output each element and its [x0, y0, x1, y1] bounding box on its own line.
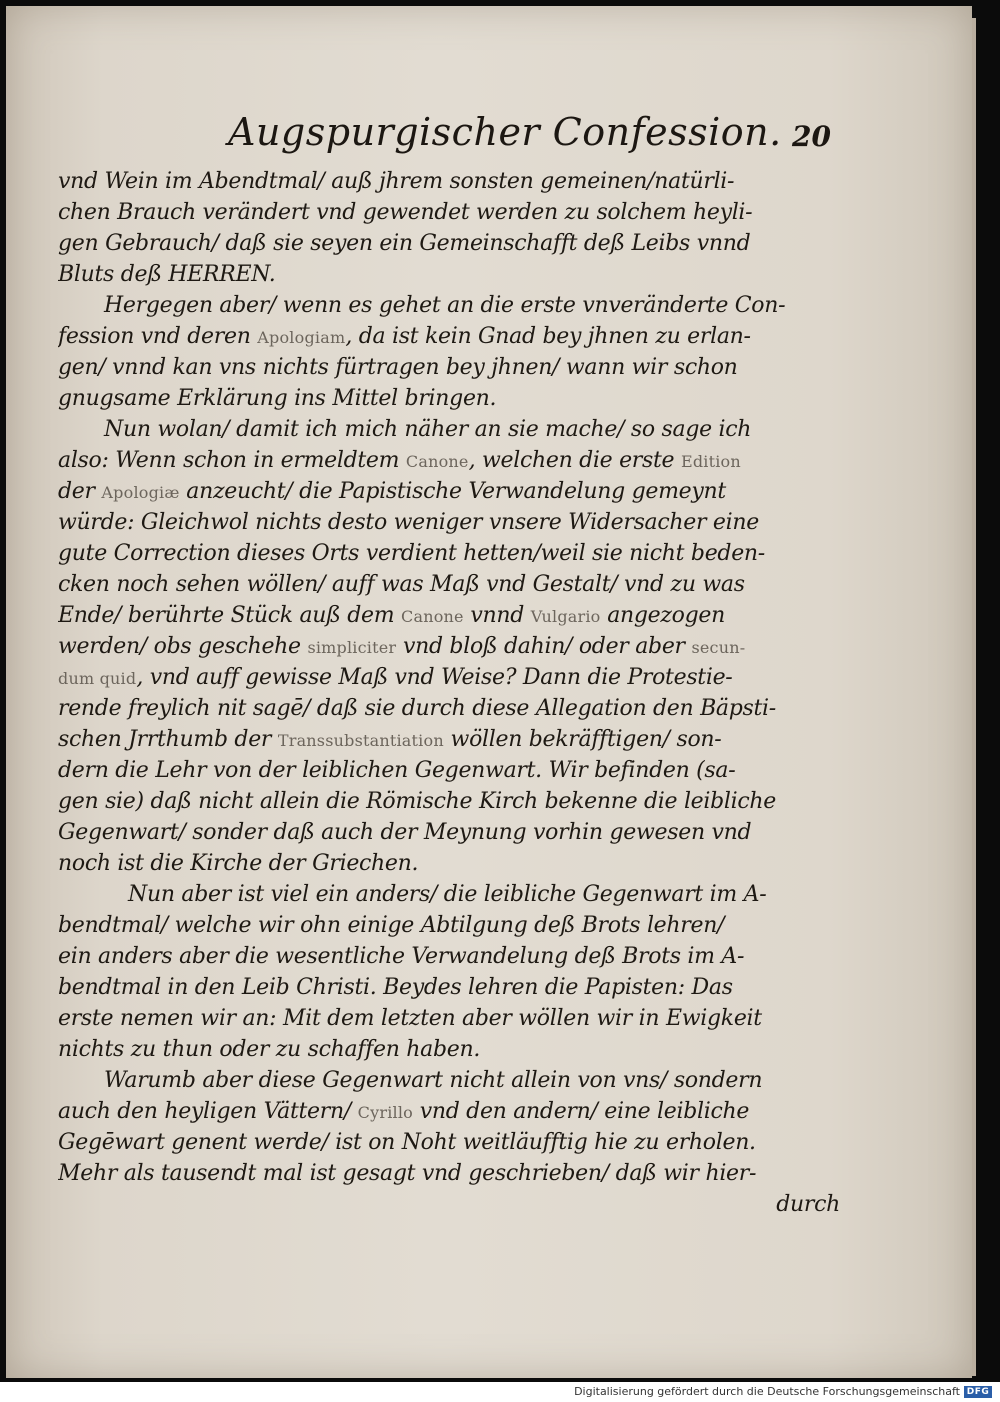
text-line — [58, 228, 848, 259]
text-segment: Gegenwart/ sonder daß auch der Meynung vorhin gewesen vnd — [58, 820, 752, 845]
text-line — [58, 600, 848, 631]
text-line — [58, 538, 848, 569]
text-line — [58, 166, 848, 197]
page-header — [6, 110, 972, 160]
page-edge — [972, 18, 976, 1376]
text-line — [58, 1127, 848, 1158]
book-page — [6, 6, 972, 1378]
antiqua-word: Canone — [401, 607, 464, 626]
text-segment: wöllen bekräfftigen/ son- — [443, 727, 722, 752]
text-segment: gen/ vnnd kan vns nichts fürtragen bey jhnen/ wann wir schon — [58, 355, 738, 380]
text-segment: dern die Lehr von der leiblichen Gegenwart. Wir befinden (sa- — [58, 758, 736, 783]
text-line — [58, 321, 848, 352]
text-line — [58, 755, 848, 786]
text-line — [58, 1065, 848, 1096]
text-line — [58, 1096, 848, 1127]
text-segment: vnd den andern/ eine leibliche — [413, 1099, 750, 1124]
text-line — [58, 662, 848, 693]
antiqua-word: Transsubstantiation — [277, 731, 444, 750]
text-segment: werden/ obs geschehe — [58, 634, 308, 659]
antiqua-word: Apologiæ — [101, 483, 180, 502]
text-segment: noch ist die Kirche der Griechen. — [58, 851, 419, 876]
text-segment: nichts zu thun oder zu schaffen haben. — [58, 1037, 481, 1062]
text-segment: Hergegen aber/ wenn es gehet an die erste vnveränderte Con- — [104, 293, 786, 318]
text-line — [58, 569, 848, 600]
text-line — [58, 383, 848, 414]
text-line — [58, 1158, 848, 1189]
text-line — [58, 1034, 848, 1065]
text-segment: vnd bloß dahin/ oder aber — [396, 634, 692, 659]
antiqua-word: Cyrillo — [357, 1103, 413, 1122]
text-segment: Mehr als tausendt mal ist gesagt vnd geschrieben/ daß wir hier- — [58, 1161, 757, 1186]
text-segment: schen Jrrthumb der — [58, 727, 278, 752]
text-line — [58, 693, 848, 724]
antiqua-word: Canone — [405, 452, 469, 471]
text-line — [58, 786, 848, 817]
text-segment: vnnd — [463, 603, 531, 628]
text-segment: rende freylich nit sagē/ daß sie durch diese Allegation den Bäpsti- — [58, 696, 776, 721]
folio-number: 20 — [792, 120, 831, 153]
running-title: Augspurgischer Confession. — [228, 110, 782, 154]
text-segment: , da ist kein Gnad bey jhnen zu erlan- — [345, 324, 751, 349]
text-segment: ein anders aber die wesentliche Verwandelung deß Brots im A- — [58, 944, 745, 969]
text-segment: bendtmal/ welche wir ohn einige Abtilgung deß Brots lehren/ — [58, 913, 725, 938]
text-segment: erste nemen wir an: Mit dem letzten aber wöllen wir in Ewigkeit — [58, 1006, 762, 1031]
footer-bar — [0, 1382, 1000, 1402]
text-segment: also: Wenn schon in ermeldtem — [58, 448, 406, 473]
text-segment: gnugsame Erklärung ins Mittel bringen. — [58, 386, 497, 411]
text-line — [58, 197, 848, 228]
text-segment: auch den heyligen Vättern/ — [58, 1099, 358, 1124]
text-segment: vnd Wein im Abendtmal/ auß jhrem sonsten gemeinen/natürli- — [58, 169, 735, 194]
antiqua-word: Apologiam — [257, 328, 346, 347]
text-line — [58, 631, 848, 662]
text-line — [58, 1003, 848, 1034]
footer-credit: Digitalisierung gefördert durch die Deutsche Forschungsgemeinschaft — [574, 1385, 960, 1398]
text-line — [58, 476, 848, 507]
text-segment: Bluts deß HERREN. — [58, 262, 276, 287]
text-segment: der — [58, 479, 102, 504]
text-segment: chen Brauch verändert vnd gewendet werden zu solchem heyli- — [58, 200, 753, 225]
antiqua-word: simpliciter — [307, 638, 397, 657]
text-segment: durch — [776, 1192, 840, 1217]
text-segment: gute Correction dieses Orts verdient hetten/weil sie nicht beden- — [58, 541, 765, 566]
text-segment: Gegēwart genent werde/ ist on Noht weitläufftig hie zu erholen. — [58, 1130, 756, 1155]
catchword — [58, 1189, 848, 1220]
text-line — [58, 848, 848, 879]
text-block — [58, 166, 848, 1220]
text-segment: Warumb aber diese Gegenwart nicht allein von vns/ sondern — [104, 1068, 763, 1093]
text-segment: anzeucht/ die Papistische Verwandelung gemeynt — [179, 479, 726, 504]
text-line — [58, 507, 848, 538]
text-line — [58, 259, 848, 290]
text-line — [58, 724, 848, 755]
antiqua-word: Edition — [680, 452, 741, 471]
text-line — [58, 414, 848, 445]
text-segment: angezogen — [600, 603, 726, 628]
text-segment: bendtmal in den Leib Christi. Beydes lehren die Papisten: Das — [58, 975, 733, 1000]
antiqua-word: secun- — [691, 638, 746, 657]
text-segment: würde: Gleichwol nichts desto weniger vnsere Widersacher eine — [58, 510, 759, 535]
text-segment: Nun wolan/ damit ich mich näher an sie mache/ so sage ich — [104, 417, 752, 442]
text-line — [58, 910, 848, 941]
antiqua-word: dum quid — [58, 669, 137, 688]
text-segment: , vnd auff gewisse Maß vnd Weise? Dann die Protestie- — [136, 665, 733, 690]
text-line — [58, 941, 848, 972]
text-line — [58, 972, 848, 1003]
text-segment: , welchen die erste — [468, 448, 681, 473]
text-line — [58, 352, 848, 383]
text-segment: gen sie) daß nicht allein die Römische Kirch bekenne die leibliche — [58, 789, 777, 814]
antiqua-word: Vulgario — [530, 607, 601, 626]
text-segment: gen Gebrauch/ daß sie seyen ein Gemeinschafft deß Leibs vnnd — [58, 231, 751, 256]
text-line — [58, 817, 848, 848]
text-segment: cken noch sehen wöllen/ auff was Maß vnd Gestalt/ vnd zu was — [58, 572, 745, 597]
text-line — [58, 290, 848, 321]
text-segment: Nun aber ist viel ein anders/ die leibliche Gegenwart im A- — [128, 882, 767, 907]
text-segment: fession vnd deren — [58, 324, 258, 349]
text-segment: Ende/ berührte Stück auß dem — [58, 603, 402, 628]
text-line — [58, 445, 848, 476]
dfg-logo-icon: DFG — [964, 1386, 992, 1398]
text-line — [58, 879, 848, 910]
